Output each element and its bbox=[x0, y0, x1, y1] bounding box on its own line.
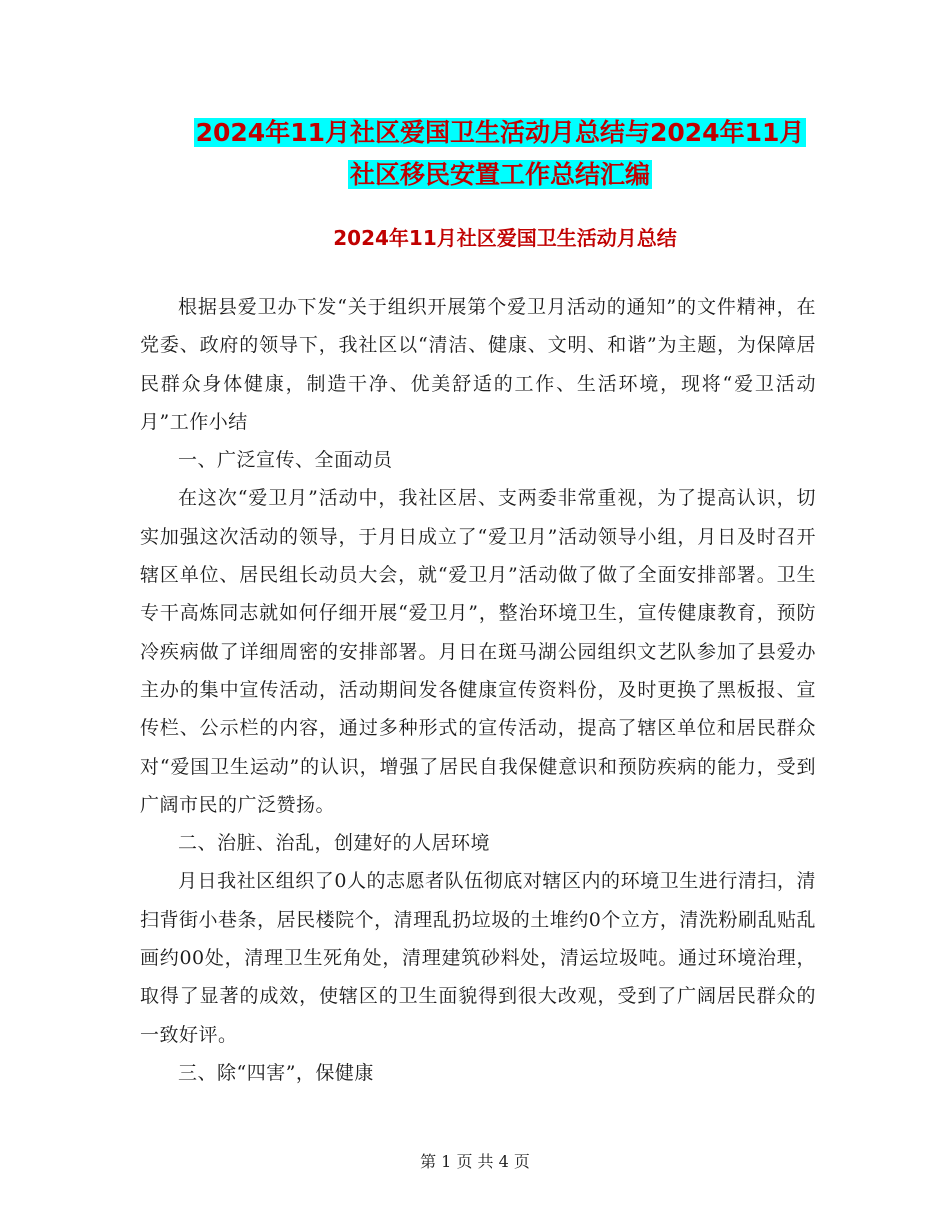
section-title: 2024年11月社区爱国卫生活动月总结 bbox=[333, 226, 677, 250]
page-footer: 第 1 页 共 4 页 bbox=[420, 1152, 530, 1171]
title-line-2: 社区移民安置工作总结汇编 bbox=[349, 160, 650, 189]
heading-2: 二、治脏、治乱，创建好的人居环境 bbox=[178, 832, 491, 855]
paragraph-2: 月日我社区组织了0人的志愿者队伍彻底对辖区内的环境卫生进行清扫，清扫背街小巷条，居民楼院个，清理乱扔垃圾的土堆约0个立方，清洗粉刷乱贴乱画约00处，清理卫生死角处，清理建筑砂料处，清运垃圾吨。通过环境治理，取得了显著的成效，使辖区的卫生面貌得到很大改观，受到了广阔居民群众的一致好评。 bbox=[140, 870, 816, 1046]
heading-1: 一、广泛宣传、全面动员 bbox=[178, 449, 393, 472]
title-line-1: 2024年11月社区爱国卫生活动月总结与2024年11月 bbox=[195, 118, 805, 147]
heading-3: 三、除“四害”，保健康 bbox=[178, 1061, 374, 1084]
document-title bbox=[120, 112, 880, 196]
paragraph-1: 在这次“爱卫月”活动中，我社区居、支两委非常重视，为了提高认识，切实加强这次活动的领导，于月日成立了“爱卫月”活动领导小组，月日及时召开辖区单位、居民组长动员大会，就“爱卫月”活动做了做了全面安排部署。卫生专干高炼同志就如何仔细开展“爱卫月”，整治环境卫生，宣传健康教育，预防冷疾病做了详细周密的安排部署。月日在斑马湖公园组织文艺队参加了县爱办主办的集中宣传活动，活动期间发各健康宣传资料份，及时更换了黑板报、宣传栏、公示栏的内容，通过多种形式的宣传活动，提高了辖区单位和居民群众对“爱国卫生运动”的认识，增强了居民自我保健意识和预防疾病的能力，受到广阔市民的广泛赞扬。 bbox=[140, 487, 816, 816]
document-body bbox=[140, 288, 816, 1092]
paragraph-intro: 根据县爱卫办下发“关于组织开展第个爱卫月活动的通知”的文件精神，在 党委、政府的领导下，我社区以“清洁、健康、文明、和谐”为主题，为保障居民群众身体健康，制造干净、优美舒适的工作、生活环境，现将“爱卫活动月”工作小结 bbox=[140, 296, 816, 433]
